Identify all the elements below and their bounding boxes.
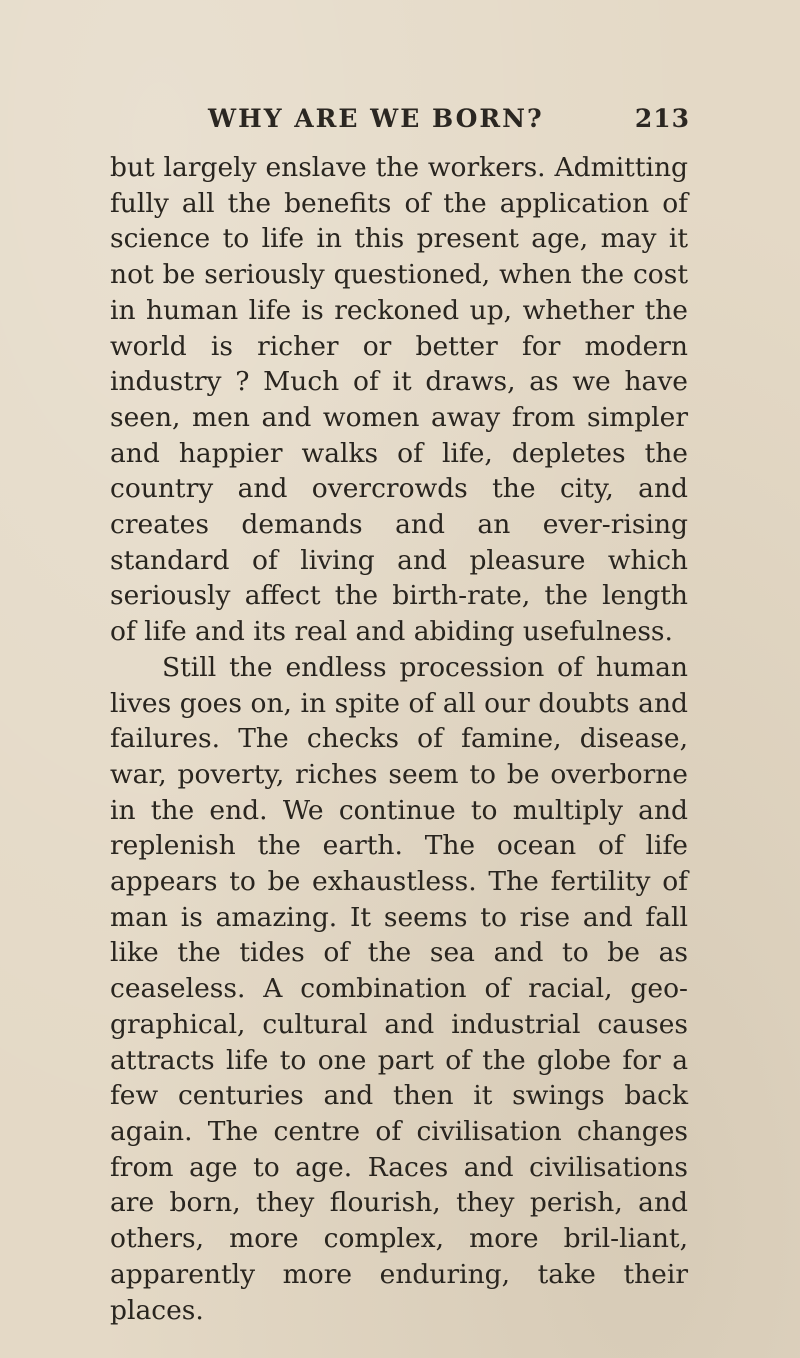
paragraph: Still the endless procession of human lives goes on, in spite of all our doubts and failures. The checks of famine, disease, war, poverty, riches seem to be overborne in the end. We continue to multiply and replenish the earth. The ocean of life appears to be exhaustless. The fertility of man is amazing. It seems to rise and fall like the tides of the sea and to be as ceaseless. A combination of racial, geo-graphical, cultural and industrial causes attracts life to one part of the globe for a few centuries and then it swings back again. The centre of civilisation changes from age to age. Races and civilisations are born, they flourish, they perish, and others, more complex, more bril-liant, apparently more enduring, take their places. <box>110 651 688 1326</box>
paragraph: but largely enslave the workers. Admitting fully all the benefits of the application of science to life in this present age, may it not be seriously questioned, when the cost in human life is reckoned up, whether the world is richer or better for modern industry ? Much of it draws, as we have seen, men and women away from simpler and happier walks of life, depletes the country and overcrowds the city, and creates demands and an ever-rising standard of living and pleasure which seriously affect the birth-rate, the length of life and its real and abiding usefulness. <box>110 152 688 648</box>
body-text <box>110 150 688 1328</box>
page-number: 213 <box>634 104 690 133</box>
chapter-title: WHY ARE WE BORN? <box>208 104 544 133</box>
running-head <box>208 104 690 144</box>
